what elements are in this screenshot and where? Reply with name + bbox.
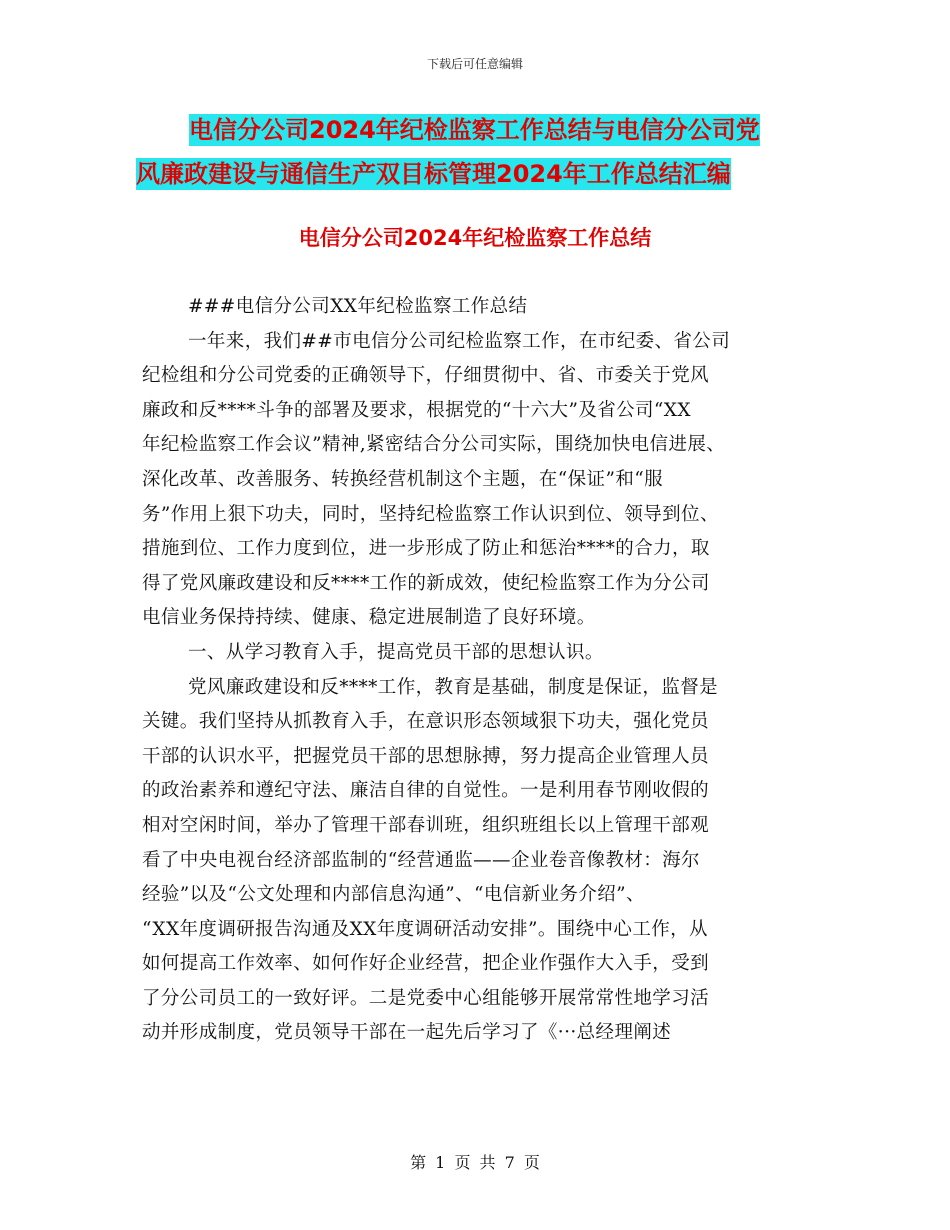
body-line: 经验”以及“公文处理和内部信息沟通”、“电信新业务介绍”、 [142, 884, 645, 906]
body-line: 电信业务保持持续、健康、稳定进展制造了良好环境。 [142, 607, 596, 629]
body-line: 干部的认识水平，把握党员干部的思想脉搏，努力提高企业管理人员 [142, 745, 710, 767]
document-body [142, 290, 832, 1051]
body-line: 相对空闲时间，举办了管理干部春训班，组织班组长以上管理干部观 [142, 814, 710, 836]
body-line: 一年来，我们##市电信分公司纪检监察工作，在市纪委、省公司 [188, 330, 731, 352]
body-line: 年纪检监察工作会议”精神,紧密结合分公司实际，围绕加快电信进展、 [142, 434, 726, 456]
body-line: 得了党风廉政建设和反****工作的新成效，使纪检监察工作为分公司 [142, 572, 710, 594]
body-line: 动并形成制度，党员领导干部在一起先后学习了《···总经理阐述 [142, 1022, 672, 1044]
body-line: 如何提高工作效率、如何作好企业经营，把企业作强作大入手，受到 [142, 953, 710, 975]
body-line: 关键。我们坚持从抓教育入手，在意识形态领域狠下功夫，强化党员 [142, 711, 710, 733]
body-line: 看了中央电视台经济部监制的“经营通监——企业卷音像教材：海尔 [142, 849, 700, 871]
body-line: ###电信分公司XX年纪检监察工作总结 [188, 296, 528, 317]
body-line: 纪检组和分公司党委的正确领导下，仔细贯彻中、省、市委关于党风 [142, 365, 710, 387]
body-line: 的政治素养和遵纪守法、廉洁自律的自觉性。一是利用春节刚收假的 [142, 780, 710, 802]
section-title: 电信分公司2024年纪检监察工作总结 [298, 226, 652, 250]
body-line: “XX年度调研报告沟通及XX年度调研活动安排”。围绕中心工作，从 [142, 918, 708, 940]
document-title-line-1: 电信分公司2024年纪检监察工作总结与电信分公司党 [189, 116, 760, 144]
body-line: 党风廉政建设和反****工作，教育是基础，制度是保证，监督是 [188, 676, 719, 698]
header-note: 下载后可任意编辑 [426, 57, 523, 71]
body-line: 一、从学习教育入手，提高党员干部的思想认识。 [188, 641, 604, 663]
body-line: 了分公司员工的一致好评。二是党委中心组能够开展常常性地学习活 [142, 987, 710, 1009]
body-line: 措施到位、工作力度到位，进一步形成了防止和惩治****的合力，取 [142, 538, 710, 560]
page-footer: 第 1 页 共 7 页 [410, 1153, 540, 1172]
body-line: 深化改革、改善服务、转换经营机制这个主题，在“保证”和“服 [142, 468, 663, 490]
body-line: 廉政和反****斗争的部署及要求，根据党的“十六大”及省公司“XX [142, 399, 691, 421]
document-title-line-2: 风廉政建设与通信生产双目标管理2024年工作总结汇编 [136, 160, 731, 188]
body-line: 务”作用上狠下功夫，同时，坚持纪检监察工作认识到位、领导到位、 [142, 503, 719, 525]
